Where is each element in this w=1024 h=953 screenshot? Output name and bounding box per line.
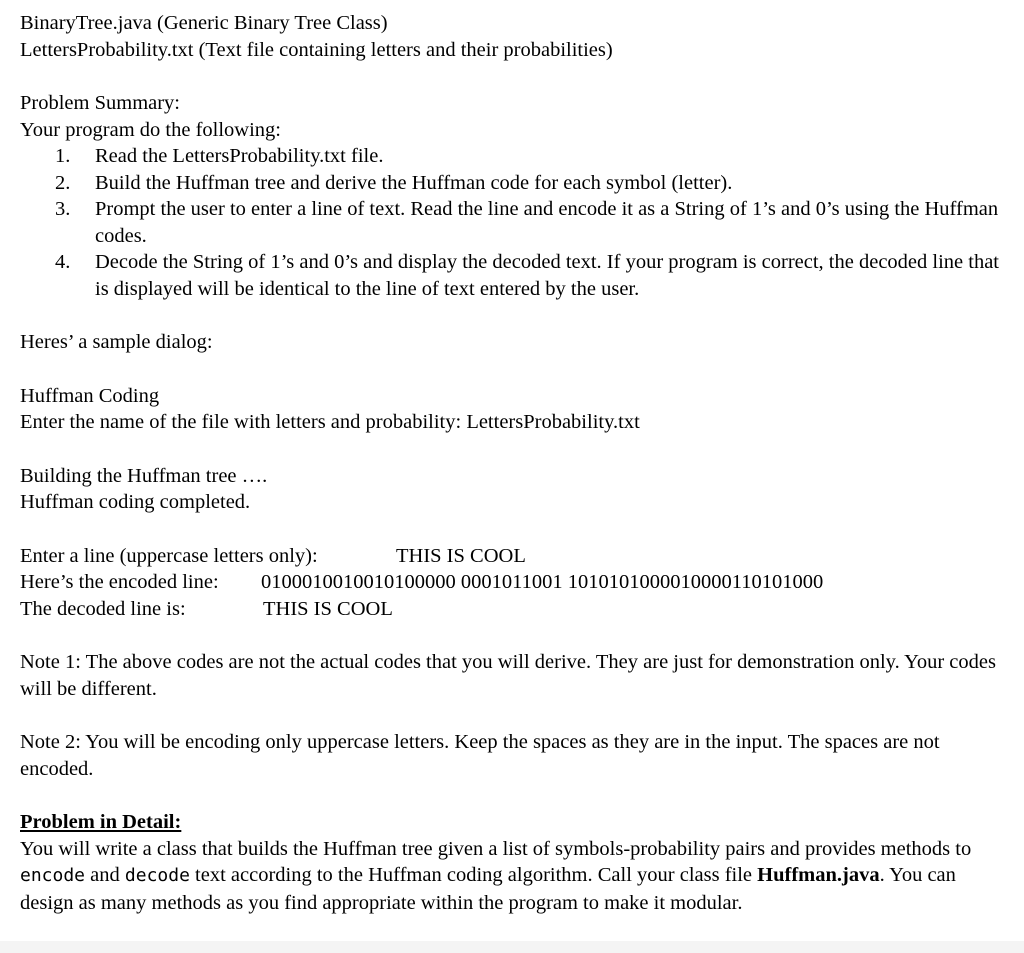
list-number: 2. xyxy=(55,171,71,194)
list-number: 3. xyxy=(55,198,71,220)
summary-intro: Your program do the following: xyxy=(20,118,281,141)
note-1: Note 1: The above codes are not the actual codes that you will derive. They are just for demonstration only. Your codes will be different. xyxy=(20,651,996,700)
list-text: Build the Huffman tree and derive the Huffman code for each symbol (letter). xyxy=(95,171,733,194)
sample-building: Building the Huffman tree …. xyxy=(20,464,268,487)
detail-text: You will write a class that builds the Huffman tree given a list of symbols-probability pairs and provides methods to xyxy=(20,837,972,860)
detail-heading: Problem in Detail: xyxy=(20,811,182,833)
list-text: Decode the String of 1’s and 0’s and display the decoded text. If your program is correct, the decoded line that is displayed will be identical to the line of text entered by the user. xyxy=(95,251,1000,300)
header-line-2: LettersProbability.txt (Text file containing letters and their probabilities) xyxy=(20,38,613,61)
decoded-value: THIS IS COOL xyxy=(263,597,393,620)
prompt-label: Enter the name of the file with letters and probability: xyxy=(20,411,467,433)
encoded-line-row xyxy=(20,569,1010,596)
summary-heading: Problem Summary: xyxy=(20,92,181,114)
list-item xyxy=(20,249,1010,302)
decoded-line-row xyxy=(20,596,1010,623)
sample-completed: Huffman coding completed. xyxy=(20,491,251,513)
list-item xyxy=(20,170,1010,197)
encoded-value: 0100010010010100000 0001011001 1010101000010000110101000 xyxy=(261,571,824,593)
detail-text: text according to the Huffman coding algorithm. Call your class file xyxy=(189,864,758,886)
decoded-label: The decoded line is: xyxy=(20,597,186,620)
list-item xyxy=(20,143,1010,170)
enter-value: THIS IS COOL xyxy=(396,544,526,567)
summary-list xyxy=(20,143,1010,302)
note-2: Note 2: You will be encoding only uppercase letters. Keep the spaces as they are in the input. The spaces are not encoded. xyxy=(20,731,940,780)
encode-code: encode xyxy=(20,865,86,886)
list-text: Read the LettersProbability.txt file. xyxy=(95,145,384,167)
list-number: 1. xyxy=(55,145,71,167)
header-line-1: BinaryTree.java (Generic Binary Tree Class) xyxy=(20,12,388,34)
sample-intro: Heres’ a sample dialog: xyxy=(20,331,213,353)
detail-text: . You can design as many methods as you find appropriate within the program to make it modular. xyxy=(20,864,956,914)
enter-line-row xyxy=(20,543,1010,570)
enter-label: Enter a line (uppercase letters only): xyxy=(20,544,318,567)
decode-code: decode xyxy=(124,865,190,886)
list-text: Prompt the user to enter a line of text. Read the line and encode it as a String of 1’s and 0’s using the Huffman codes. xyxy=(95,198,999,247)
class-file-name: Huffman.java xyxy=(757,864,880,886)
encoded-label: Here’s the encoded line: xyxy=(20,571,219,593)
page-bottom-strip xyxy=(0,941,1024,953)
list-item xyxy=(20,196,1010,249)
document-page xyxy=(20,10,1010,916)
list-number: 4. xyxy=(55,251,71,273)
prompt-value: LettersProbability.txt xyxy=(466,411,640,433)
detail-text: and xyxy=(85,864,125,886)
sample-prompt xyxy=(20,409,1010,436)
detail-paragraph xyxy=(20,836,1010,917)
sample-title: Huffman Coding xyxy=(20,384,160,407)
